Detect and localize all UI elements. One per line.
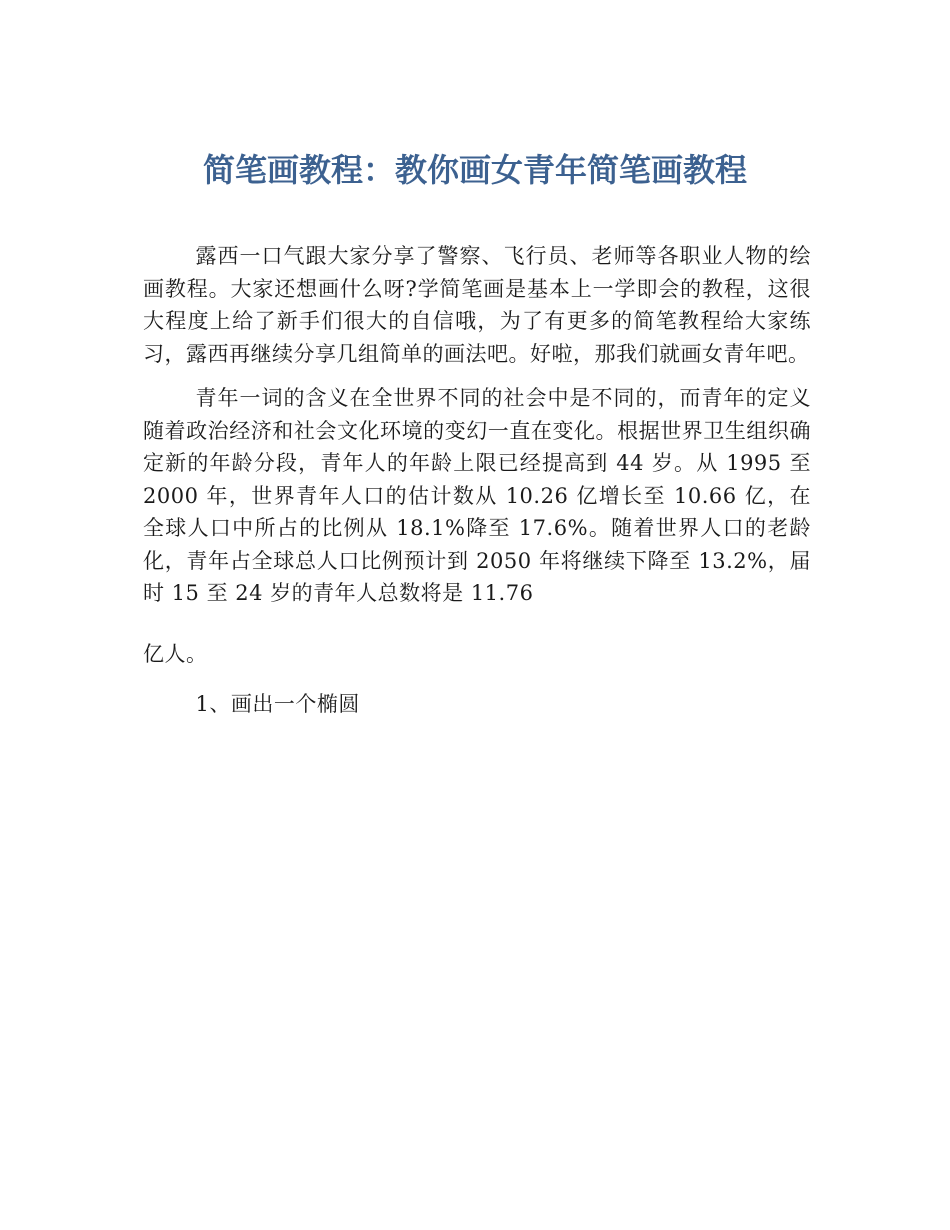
paragraph-intro: 露西一口气跟大家分享了警察、飞行员、老师等各职业人物的绘画教程。大家还想画什么呀?学简笔画是基本上一学即会的教程，这很大程度上给了新手们很大的自信哦，为了有更多的简笔教程给大家练习，露西再继续分享几组简单的画法吧。好啦，那我们就画女青年吧。: [143, 244, 811, 366]
document-body: [143, 240, 811, 733]
document-title: 简笔画教程：教你画女青年简笔画教程: [202, 151, 747, 189]
paragraph-continuation: 亿人。: [143, 641, 208, 666]
paragraph-youth-definition: 青年一词的含义在全世界不同的社会中是不同的，而青年的定义随着政治经济和社会文化环境的变幻一直在变化。根据世界卫生组织确定新的年龄分段，青年人的年龄上限已经提高到 44 岁。从 1995 至 2000 年，世界青年人口的估计数从 10.26 亿增长至 10.66 亿，在全球人口中所占的比例从 18.1%降至 17.6%。随着世界人口的老龄化，青年占全球总人口比例预计到 2050 年将继续下降至 13.2%，届时 15 至 24 岁的青年人总数将是 11.76: [143, 386, 811, 605]
paragraph-step-1: 1、画出一个椭圆: [195, 692, 360, 716]
